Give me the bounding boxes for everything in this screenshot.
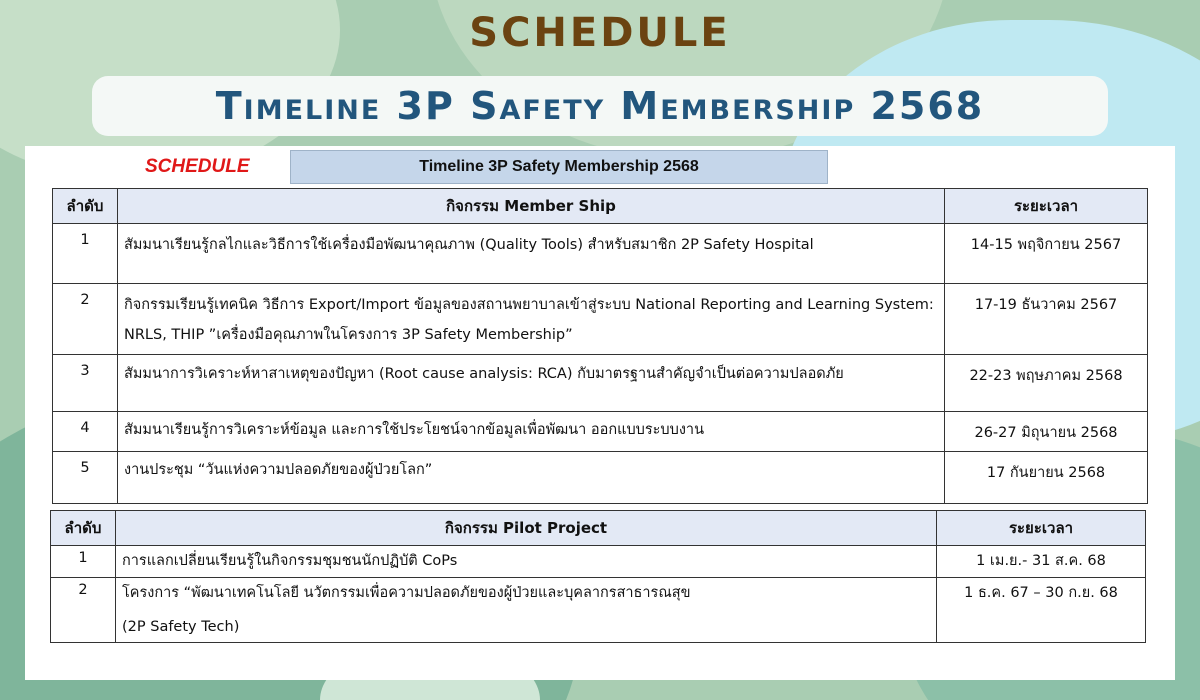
col-activity-header: กิจกรรม Member Ship [118,189,945,224]
row-index: 3 [53,355,118,412]
row-activity: งานประชุม “วันแห่งความปลอดภัยของผู้ป่วยโลก” [118,452,945,504]
page-title: SCHEDULE [469,10,731,56]
pilot-table [50,510,1146,643]
row-activity-line2: (2P Safety Tech) [122,619,240,635]
row-index: 1 [53,224,118,284]
table-row [53,412,1148,452]
schedule-label: SCHEDULE [145,156,250,177]
col-duration-header: ระยะเวลา [945,189,1148,224]
row-index: 2 [51,578,116,643]
table-header-row [53,189,1148,224]
row-index: 4 [53,412,118,452]
row-duration: 22-23 พฤษภาคม 2568 [945,355,1148,412]
table-row [53,224,1148,284]
membership-table [52,188,1148,504]
subtitle-text: Timeline 3P Safety Membership 2568 [215,84,985,128]
subtitle-banner [92,76,1108,136]
row-duration: 26-27 มิถุนายน 2568 [945,412,1148,452]
col-index-header: ลำดับ [53,189,118,224]
row-activity-line1: โครงการ “พัฒนาเทคโนโลยี นวัตกรรมเพื่อความปลอดภัยของผู้ป่วยและบุคลากรสาธารณสุข [122,585,691,601]
row-activity [116,578,937,643]
row-duration: 1 ธ.ค. 67 – 30 ก.ย. 68 [937,578,1146,643]
row-activity: สัมมนาเรียนรู้การวิเคราะห์ข้อมูล และการใช้ประโยชน์จากข้อมูลเพื่อพัฒนา ออกแบบระบบงาน [118,412,945,452]
table-row [51,546,1146,578]
row-index: 1 [51,546,116,578]
row-activity: สัมมนาการวิเคราะห์หาสาเหตุของปัญหา (Root cause analysis: RCA) กับมาตรฐานสำคัญจำเป็นต่อความปลอดภัย [118,355,945,412]
row-duration: 1 เม.ย.- 31 ส.ค. 68 [937,546,1146,578]
row-activity: กิจกรรมเรียนรู้เทคนิค วิธีการ Export/Import ข้อมูลของสถานพยาบาลเข้าสู่ระบบ National Reporting and Learning System: NRLS, THIP ”เครื่องมือคุณภาพในโครงการ 3P Safety Membership” [118,284,945,355]
row-duration: 17-19 ธันวาคม 2567 [945,284,1148,355]
schedule-panel [25,146,1175,680]
row-index: 2 [53,284,118,355]
table-header-row [51,511,1146,546]
table-row [53,284,1148,355]
row-activity: สัมมนาเรียนรู้กลไกและวิธีการใช้เครื่องมือพัฒนาคุณภาพ (Quality Tools) สำหรับสมาชิก 2P Safety Hospital [118,224,945,284]
table-row [53,355,1148,412]
row-activity: การแลกเปลี่ยนเรียนรู้ในกิจกรรมชุมชนนักปฏิบัติ CoPs [116,546,937,578]
row-duration: 14-15 พฤจิกายน 2567 [945,224,1148,284]
row-index: 5 [53,452,118,504]
col-duration-header: ระยะเวลา [937,511,1146,546]
col-index-header: ลำดับ [51,511,116,546]
table-row [51,578,1146,643]
schedule-banner: Timeline 3P Safety Membership 2568 [290,150,828,184]
table-row [53,452,1148,504]
col-activity-header: กิจกรรม Pilot Project [116,511,937,546]
row-duration: 17 กันยายน 2568 [945,452,1148,504]
